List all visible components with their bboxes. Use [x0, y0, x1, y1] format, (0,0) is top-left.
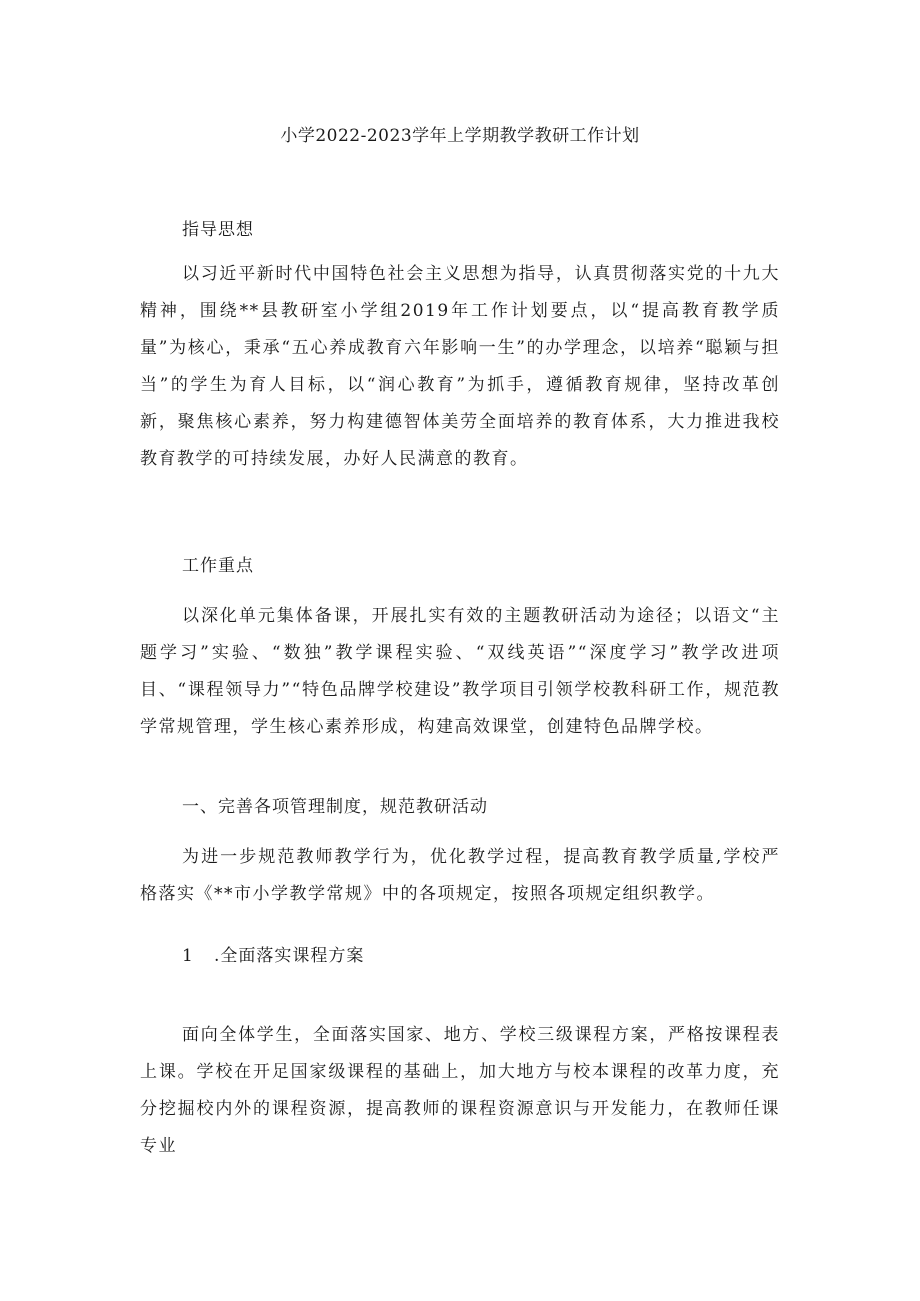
heading-guiding-ideology: 指导思想 — [182, 220, 254, 240]
item-heading-text: .全面落实课程方案 — [214, 946, 365, 966]
paragraph-item-one: 面向全体学生，全面落实国家、地方、学校三级课程方案，严格按课程表上课。学校在开足国家级课程的基础上，加大地方与校本课程的改革力度，充分挖掘校内外的课程资源，提高教师的课程资源意识与开发能力，在教师任课专业 — [140, 1025, 780, 1156]
paragraph-part-one: 为进一步规范教师教学行为，优化教学过程，提高教育教学质量,学校严格落实《**市小学教学常规》中的各项规定，按照各项规定组织教学。 — [140, 847, 780, 904]
heading-work-focus: 工作重点 — [182, 556, 254, 576]
heading-item-one — [182, 944, 364, 968]
item-number: 1 — [182, 946, 194, 966]
paragraph-guiding-ideology: 以习近平新时代中国特色社会主义思想为指导，认真贯彻落实党的十九大精神，围绕**县教研室小学组2019年工作计划要点，以“提高教育教学质量”为核心，秉承“五心养成教育六年影响一生”的办学理念，以培养“聪颖与担当”的学生为育人目标，以“润心教育”为抓手，遵循教育规律，坚持改革创新，聚焦核心素养，努力构建德智体美劳全面培养的教育体系，大力推进我校教育教学的可持续发展，办好人民满意的教育。 — [140, 264, 780, 469]
heading-part-one: 一、完善各项管理制度，规范教研活动 — [182, 797, 488, 817]
document-title: 小学2022-2023学年上学期教学教研工作计划 — [280, 126, 640, 146]
paragraph-work-focus: 以深化单元集体备课，开展扎实有效的主题教研活动为途径；以语文“主题学习”实验、“数独”教学课程实验、“双线英语”“深度学习”教学改进项目、“课程领导力”“特色品牌学校建设”教学项目引领学校教科研工作，规范教学常规管理，学生核心素养形成，构建高效课堂，创建特色品牌学校。 — [140, 606, 780, 737]
